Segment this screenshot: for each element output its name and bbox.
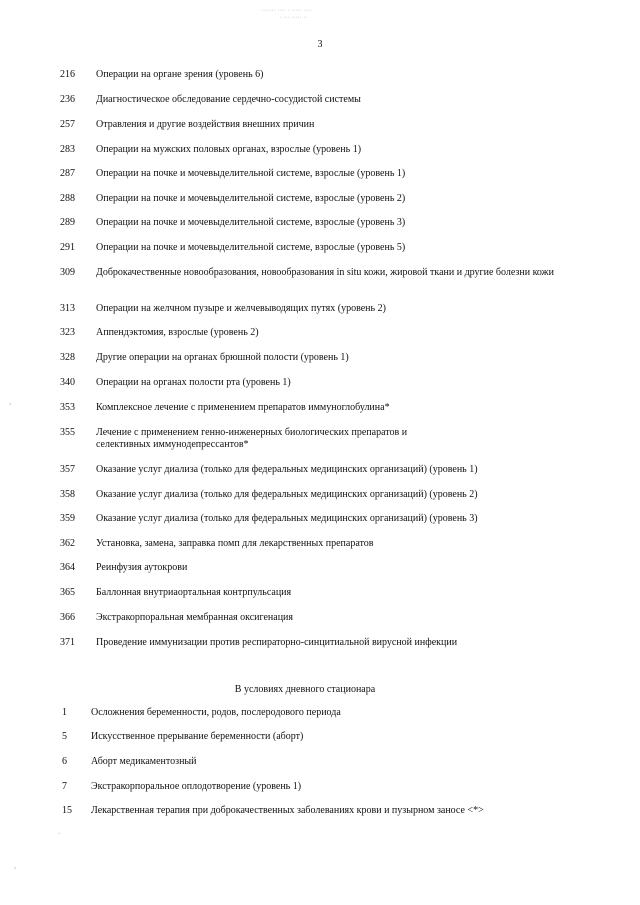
item-name: Оказание услуг диализа (только для федеральных медицинских организаций) (уровень 2) [96,489,478,500]
page-number: 3 [317,39,323,50]
item-name: Операции на почке и мочевыделительной системе, взрослые (уровень 2) [96,193,406,204]
item-name: Операции на желчном пузыре и желчевыводящих путях (уровень 2) [96,303,386,314]
item-code: 359 [60,513,75,524]
item-name: Диагностическое обследование сердечно-сосудистой системы [96,94,361,105]
item-code: 355 [60,427,75,438]
item-name: Операции на органах полости рта (уровень 1) [96,377,291,388]
item-code: 371 [60,637,75,648]
scan-edge-mark: . [58,826,61,836]
item-name: Операции на мужских половых органах, взрослые (уровень 1) [96,144,362,155]
item-name: Проведение иммунизации против респираторно-синцитиальной вирусной инфекции [96,637,458,648]
item-name: Лечение с применением генно-инженерных биологических препаратов и селективных иммунодепрессантов* [96,427,408,450]
item-name: Операции на почке и мочевыделительной системе, взрослые (уровень 3) [96,217,406,228]
item-name: Отравления и другие воздействия внешних причин [96,119,315,130]
item-name: Оказание услуг диализа (только для федеральных медицинских организаций) (уровень 3) [96,513,478,524]
item-code: 289 [60,217,75,228]
item-name: Оказание услуг диализа (только для федеральных медицинских организаций) (уровень 1) [96,464,478,475]
item-name: Экстракорпоральное оплодотворение (уровень 1) [91,781,302,792]
item-code: 5 [62,731,67,742]
item-name: Аборт медикаментозный [91,756,197,767]
item-code: 257 [60,119,75,130]
item-name: Доброкачественные новообразования, новообразования in situ кожи, жировой ткани и другие болезни кожи [96,267,554,278]
item-name: Операции на почке и мочевыделительной системе, взрослые (уровень 5) [96,242,406,253]
item-name: Лекарственная терапия при доброкачественных заболеваниях крови и пузырном заносе <*> [91,805,484,816]
item-name: Экстракорпоральная мембранная оксигенация [96,612,294,623]
item-code: 309 [60,267,75,278]
item-name: Осложнения беременности, родов, послеродового периода [91,707,341,718]
item-code: 323 [60,327,75,338]
scan-edge-mark: , [14,860,17,870]
item-name: Баллонная внутриаортальная контрпульсация [96,587,292,598]
item-code: 362 [60,538,75,549]
item-code: 365 [60,587,75,598]
item-name: Реинфузия аутокрови [96,562,188,573]
item-code: 283 [60,144,75,155]
item-code: 358 [60,489,75,500]
item-code: 357 [60,464,75,475]
item-code: 236 [60,94,75,105]
item-name: Операции на органе зрения (уровень 6) [96,69,264,80]
item-code: 366 [60,612,75,623]
item-code: 340 [60,377,75,388]
item-name: Искусственное прерывание беременности (аборт) [91,731,304,742]
item-code: 291 [60,242,75,253]
item-code: 364 [60,562,75,573]
stamp-mark: ∙∙∙∙∙∙∙ ∙∙∙∙ ∙ ∙∙∙∙∙ ∙∙∙∙ ∙ ∙∙∙ ∙∙∙∙∙ ∙∙ [262,8,312,21]
item-code: 288 [60,193,75,204]
section-title-day-hospital: В условиях дневного стационара [234,684,376,695]
item-name: Операции на почке и мочевыделительной системе, взрослые (уровень 1) [96,168,406,179]
item-name: Другие операции на органах брюшной полости (уровень 1) [96,352,349,363]
item-code: 328 [60,352,75,363]
item-code: 216 [60,69,75,80]
scan-edge-mark: , [9,396,12,406]
item-code: 15 [62,805,72,816]
item-name: Комплексное лечение с применением препаратов иммуноглобулина* [96,402,390,413]
item-name: Аппендэктомия, взрослые (уровень 2) [96,327,259,338]
item-code: 287 [60,168,75,179]
item-code: 6 [62,756,67,767]
item-code: 353 [60,402,75,413]
item-code: 1 [62,707,67,718]
item-code: 7 [62,781,67,792]
item-name: Установка, замена, заправка помп для лекарственных препаратов [96,538,374,549]
item-code: 313 [60,303,75,314]
